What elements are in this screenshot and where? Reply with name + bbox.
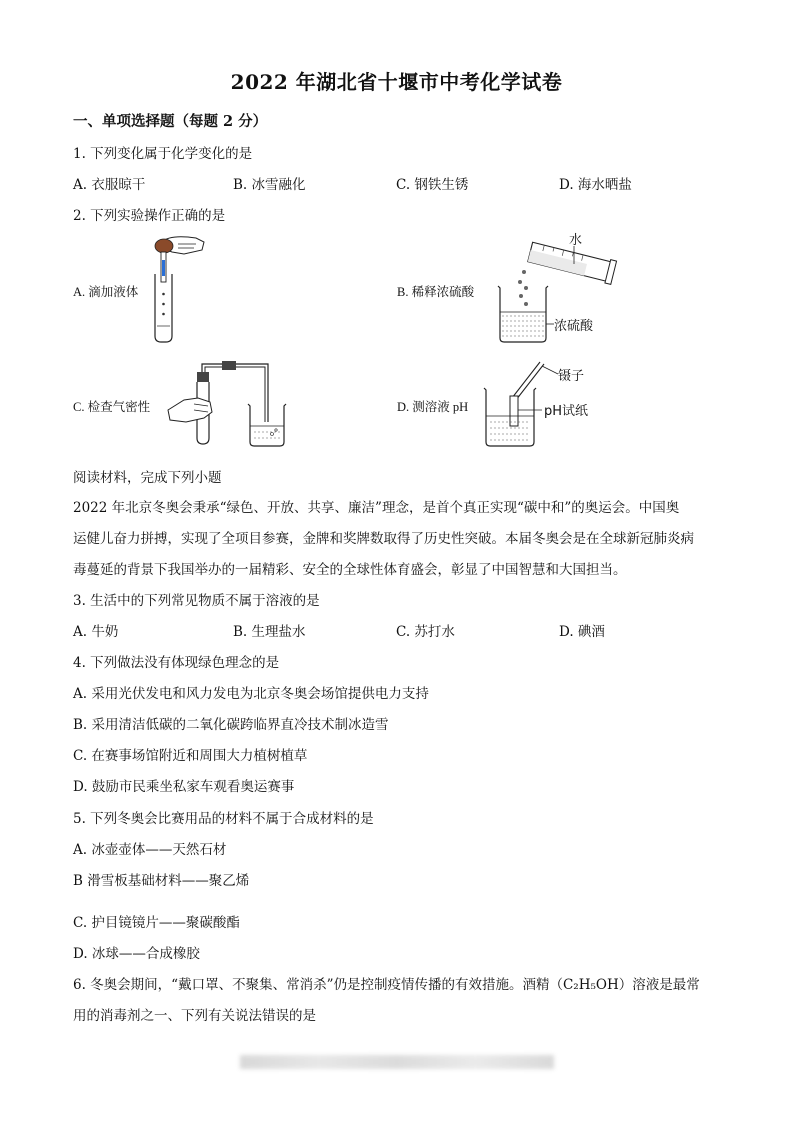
q3-option-c: C. 苏打水 — [396, 624, 455, 640]
reading-line-2: 运健儿奋力拼搏，实现了全项目参赛，金牌和奖牌数取得了历史性突破。本届冬奥会是在全球新冠肺炎病 — [73, 531, 694, 547]
water-label: 水 — [569, 233, 583, 248]
ph-paper-label: pH试纸 — [544, 404, 589, 419]
q6-line-1: 6. 冬奥会期间，“戴口罩、不聚集、常消杀”仍是控制疫情传播的有效措施。酒精（C₂H₅OH）溶液是最常 — [73, 977, 700, 993]
q2-option-b-label: B. 稀释浓硫酸 — [397, 285, 475, 299]
q4-option-c: C. 在赛事场馆附近和周围大力植树植草 — [73, 748, 308, 764]
q6-line-2: 用的消毒剂之一、下列有关说法错误的是 — [73, 1008, 316, 1024]
q2-option-d-label: D. 测溶液 pH — [397, 400, 469, 414]
dilution-beaker-illustration — [490, 226, 620, 348]
q2-option-c-label: C. 检查气密性 — [73, 400, 151, 414]
q4-stem: 4. 下列做法没有体现绿色理念的是 — [73, 655, 280, 671]
q4-option-d: D. 鼓励市民乘坐私家车观看奥运赛事 — [73, 779, 295, 795]
q4-option-a: A. 采用光伏发电和风力发电为北京冬奥会场馆提供电力支持 — [73, 686, 429, 702]
blurred-footer — [240, 1055, 554, 1069]
exam-title: 2022 年湖北省十堰市中考化学试卷 — [230, 70, 563, 94]
q2-stem: 2. 下列实验操作正确的是 — [73, 208, 226, 224]
q5-option-a: A. 冰壶壶体——天然石材 — [73, 842, 227, 858]
q2-option-a-label: A. 滴加液体 — [73, 285, 139, 299]
q1-option-c: C. 钢铁生锈 — [396, 177, 469, 193]
section-heading: 一、单项选择题（每题 2 分） — [73, 113, 268, 130]
q1-stem: 1. 下列变化属于化学变化的是 — [73, 146, 253, 162]
reading-line-3: 毒蔓延的背景下我国举办的一届精彩、安全的全球性体育盛会，彰显了中国智慧和大国担当。 — [73, 562, 627, 578]
acid-label: 浓硫酸 — [554, 319, 594, 334]
q4-option-b: B. 采用清洁低碳的二氧化碳跨临界直冷技术制冰造雪 — [73, 717, 389, 733]
q5-option-d: D. 冰球——合成橡胶 — [73, 946, 200, 962]
q3-option-a: A. 牛奶 — [73, 624, 119, 640]
reading-intro: 阅读材料，完成下列小题 — [73, 470, 222, 486]
q1-option-d: D. 海水晒盐 — [559, 177, 632, 193]
q5-stem: 5. 下列冬奥会比赛用品的材料不属于合成材料的是 — [73, 811, 374, 827]
q1-option-a: A. 衣服晾干 — [73, 177, 146, 193]
q3-option-b: B. 生理盐水 — [233, 624, 306, 640]
q5-option-c: C. 护目镜镜片——聚碳酸酯 — [73, 915, 240, 931]
ph-test-illustration — [478, 360, 618, 452]
q3-option-d: D. 碘酒 — [559, 624, 605, 640]
q1-option-b: B. 冰雪融化 — [233, 177, 306, 193]
dropper-test-tube-illustration — [138, 232, 210, 344]
q5-option-b: B 滑雪板基础材料——聚乙烯 — [73, 873, 250, 889]
airtightness-check-illustration — [164, 358, 294, 450]
tweezers-label: 镊子 — [558, 369, 585, 384]
q3-stem: 3. 生活中的下列常见物质不属于溶液的是 — [73, 593, 320, 609]
reading-line-1: 2022 年北京冬奥会秉承“绿色、开放、共享、廉洁”理念，是首个真正实现“碳中和”的奥运会。中国奥 — [73, 500, 680, 516]
